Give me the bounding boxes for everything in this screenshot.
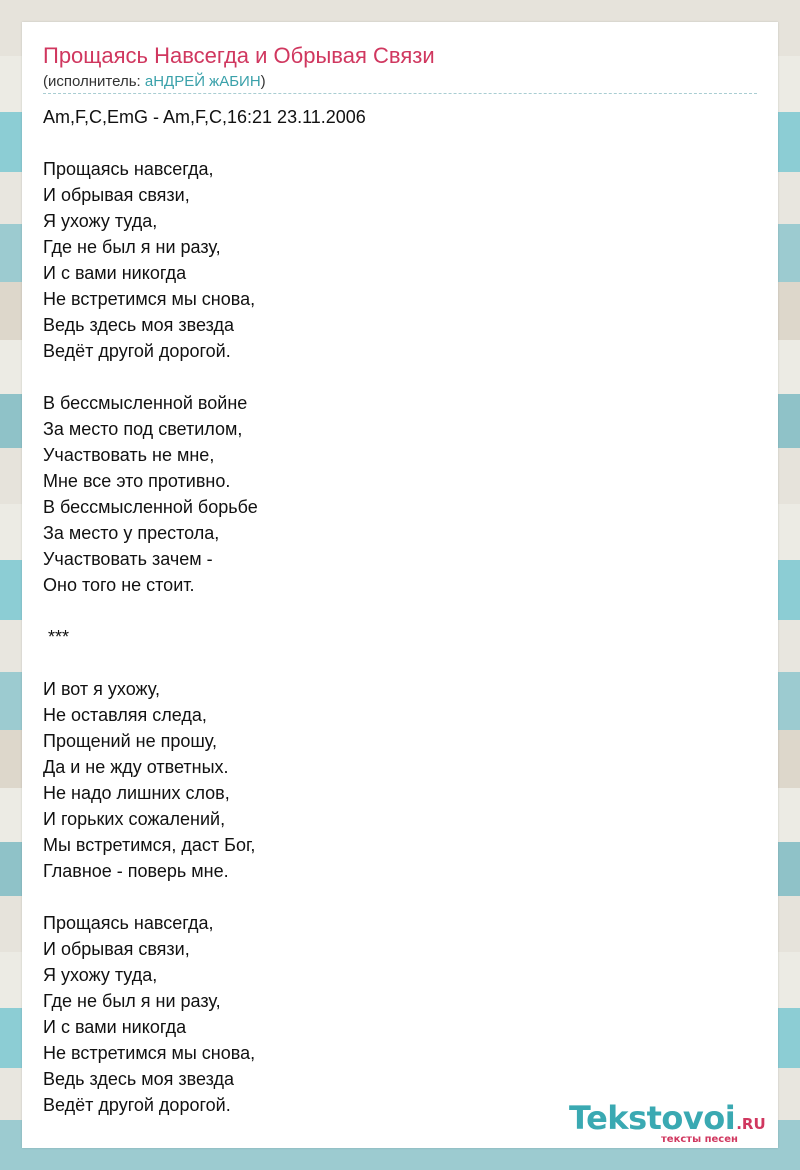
lyrics-line: За место у престола, (43, 523, 220, 543)
lyrics-line: Я ухожу туда, (43, 965, 158, 985)
lyrics-line: Главное - поверь мне. (43, 861, 229, 881)
site-logo[interactable] (569, 1099, 766, 1145)
lyrics-line: Не надо лишних слов, (43, 783, 230, 803)
lyrics-line: Мы встретимся, даст Бог, (43, 835, 256, 855)
lyrics-line: И обрывая связи, (43, 939, 190, 959)
lyrics-blank-line (43, 884, 743, 910)
lyrics-line: Где не был я ни разу, (43, 237, 221, 257)
logo-tagline: тексты песен (661, 1134, 738, 1145)
lyrics-line: В бессмысленной борьбе (43, 497, 258, 517)
lyrics-line: Не встретимся мы снова, (43, 1043, 256, 1063)
lyrics-blank-line (43, 598, 743, 624)
divider (43, 93, 757, 94)
lyrics-line: Участвовать зачем - (43, 549, 213, 569)
lyrics-line: Не встретимся мы снова, (43, 289, 256, 309)
lyrics-line: Ведёт другой дорогой. (43, 341, 231, 361)
artist-line (43, 73, 266, 90)
lyrics-body (43, 104, 743, 1118)
lyrics-line: Оно того не стоит. (43, 575, 195, 595)
lyrics-line: *** (43, 627, 70, 647)
lyrics-line: Ведь здесь моя звезда (43, 1069, 234, 1089)
song-title: Прощаясь Навсегда и Обрывая Связи (43, 43, 435, 68)
lyrics-line: Ведёт другой дорогой. (43, 1095, 231, 1115)
lyrics-blank-line (43, 364, 743, 390)
lyrics-line: Не оставляя следа, (43, 705, 207, 725)
lyrics-line: Прощаясь навсегда, (43, 159, 214, 179)
lyrics-blank-line (43, 130, 743, 156)
lyrics-line: Прощаясь навсегда, (43, 913, 214, 933)
lyrics-line: За место под светилом, (43, 419, 243, 439)
logo-wordmark: Tekstovoi (569, 1099, 736, 1137)
lyrics-line: И горьких сожалений, (43, 809, 226, 829)
lyrics-line: В бессмысленной войне (43, 393, 248, 413)
lyrics-line: Участвовать не мне, (43, 445, 215, 465)
lyrics-line: Мне все это противно. (43, 471, 231, 491)
lyrics-line: Я ухожу туда, (43, 211, 158, 231)
artist-prefix: (исполнитель: (43, 73, 145, 90)
lyrics-line: Ведь здесь моя звезда (43, 315, 234, 335)
artist-link[interactable]: аНДРЕЙ жАБИН (144, 73, 261, 90)
lyrics-line: И вот я ухожу, (43, 679, 160, 699)
lyrics-line: И с вами никогда (43, 263, 187, 283)
lyrics-line: Am,F,C,EmG - Am,F,C,16:21 23.11.2006 (43, 107, 366, 127)
lyrics-line: Где не был я ни разу, (43, 991, 221, 1011)
artist-suffix: ) (260, 73, 266, 90)
lyrics-line: Да и не жду ответных. (43, 757, 229, 777)
lyrics-blank-line (43, 650, 743, 676)
logo-domain: .RU (736, 1115, 766, 1133)
lyrics-line: И обрывая связи, (43, 185, 190, 205)
lyrics-sheet (22, 22, 778, 1148)
lyrics-line: И с вами никогда (43, 1017, 187, 1037)
lyrics-line: Прощений не прошу, (43, 731, 217, 751)
